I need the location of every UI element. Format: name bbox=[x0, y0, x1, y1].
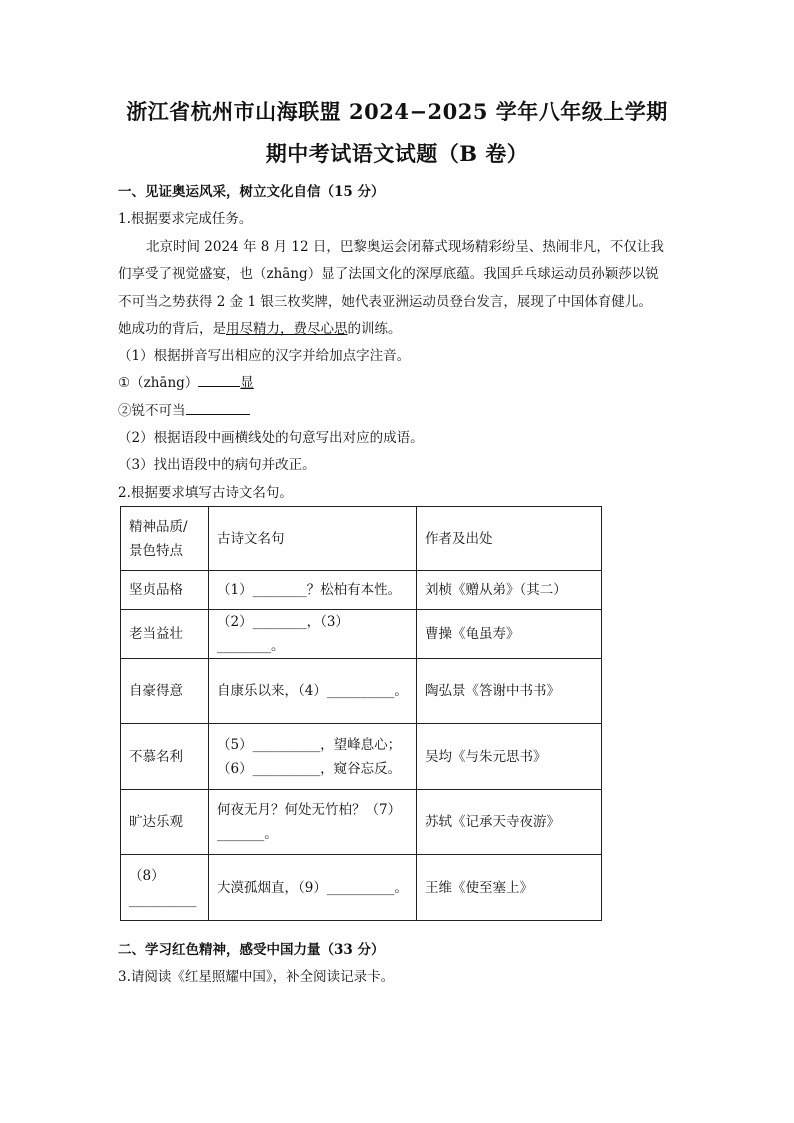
cell-source: 苏轼《记承天寺夜游》 bbox=[417, 790, 602, 855]
cell-quality: 自豪得意 bbox=[121, 659, 209, 724]
cell-verse: （5）__________，望峰息心；（6）__________，窥谷忘反。 bbox=[209, 724, 417, 790]
underlined-phrase: 用尽精力，费尽心思 bbox=[226, 321, 348, 337]
sub-question-1: （1）根据拼音写出相应的汉字并给加点字注音。 bbox=[118, 348, 411, 364]
cell-verse: （2）________，（3）________。 bbox=[209, 610, 417, 659]
table-row bbox=[121, 571, 602, 610]
passage-line-1: 北京时间 2024 年 8 月 12 日，巴黎奥运会闭幕式现场精彩纷呈、热闹非凡，不仅让我 bbox=[146, 239, 664, 255]
header-verse: 古诗文名句 bbox=[209, 507, 417, 571]
sub-item-2 bbox=[118, 399, 250, 419]
cell-source: 刘桢《赠从弟》（其二） bbox=[417, 571, 602, 610]
dotted-char: 显 bbox=[240, 375, 254, 391]
question-3: 3.请阅读《红星照耀中国》，补全阅读记录卡。 bbox=[118, 969, 395, 985]
passage-line-2: 们享受了视觉盛宴，也（zhāng）显了法国文化的深厚底蕴。我国乒乓球运动员孙颖莎以锐 bbox=[118, 266, 659, 282]
cell-quality: 坚贞品格 bbox=[121, 571, 209, 610]
title-line-1: 浙江省杭州市山海联盟 2024−2025 学年八年级上学期 bbox=[126, 99, 668, 124]
cell-source: 曹操《龟虽寿》 bbox=[417, 610, 602, 659]
sub-question-2: （2）根据语段中画横线处的句意写出对应的成语。 bbox=[118, 430, 424, 446]
cell-quality: （8）__________ bbox=[121, 855, 209, 921]
sub-item-1-prefix: ①（zhāng） bbox=[118, 375, 199, 391]
cell-source: 吴均《与朱元思书》 bbox=[417, 724, 602, 790]
cell-quality: 不慕名利 bbox=[121, 724, 209, 790]
cell-verse: 大漠孤烟直，（9）__________。 bbox=[209, 855, 417, 921]
cell-source: 陶弘景《答谢中书书》 bbox=[417, 659, 602, 724]
passage-line-4-prefix: 她成功的背后，是 bbox=[118, 321, 226, 337]
sub-item-2-prefix: ②锐不可当 bbox=[118, 403, 186, 419]
answer-blank[interactable] bbox=[198, 373, 240, 387]
sub-item-1 bbox=[118, 371, 254, 391]
cell-verse: 自康乐以来，（4）__________。 bbox=[209, 659, 417, 724]
table-row bbox=[121, 724, 602, 790]
passage-line-4-suffix: 的训练。 bbox=[347, 321, 402, 337]
cell-verse: （1）________？松柏有本性。 bbox=[209, 571, 417, 610]
title-line-2: 期中考试语文试题（B 卷） bbox=[265, 141, 529, 166]
table-row bbox=[121, 790, 602, 855]
question-2: 2.根据要求填写古诗文名句。 bbox=[118, 485, 293, 501]
answer-blank[interactable] bbox=[186, 401, 250, 415]
cell-source: 王维《使至塞上》 bbox=[417, 855, 602, 921]
poetry-table bbox=[120, 506, 602, 921]
table-row bbox=[121, 610, 602, 659]
table-header-row bbox=[121, 507, 602, 571]
question-1: 1.根据要求完成任务。 bbox=[118, 211, 253, 227]
passage-line-4 bbox=[118, 317, 402, 337]
passage-line-3: 不可当之势获得 2 金 1 银三枚奖牌，她代表亚洲运动员登台发言，展现了中国体育健儿。 bbox=[118, 294, 652, 310]
sub-question-3: （3）找出语段中的病句并改正。 bbox=[118, 457, 316, 473]
cell-quality: 旷达乐观 bbox=[121, 790, 209, 855]
table-row bbox=[121, 855, 602, 921]
header-quality: 精神品质/景色特点 bbox=[121, 507, 209, 571]
cell-verse: 何夜无月？何处无竹柏？（7）_______。 bbox=[209, 790, 417, 855]
cell-quality: 老当益壮 bbox=[121, 610, 209, 659]
table-row bbox=[121, 659, 602, 724]
section-2-heading: 二、学习红色精神，感受中国力量（33 分） bbox=[118, 942, 385, 958]
header-source: 作者及出处 bbox=[417, 507, 602, 571]
section-1-heading: 一、见证奥运风采，树立文化自信（15 分） bbox=[118, 184, 385, 200]
